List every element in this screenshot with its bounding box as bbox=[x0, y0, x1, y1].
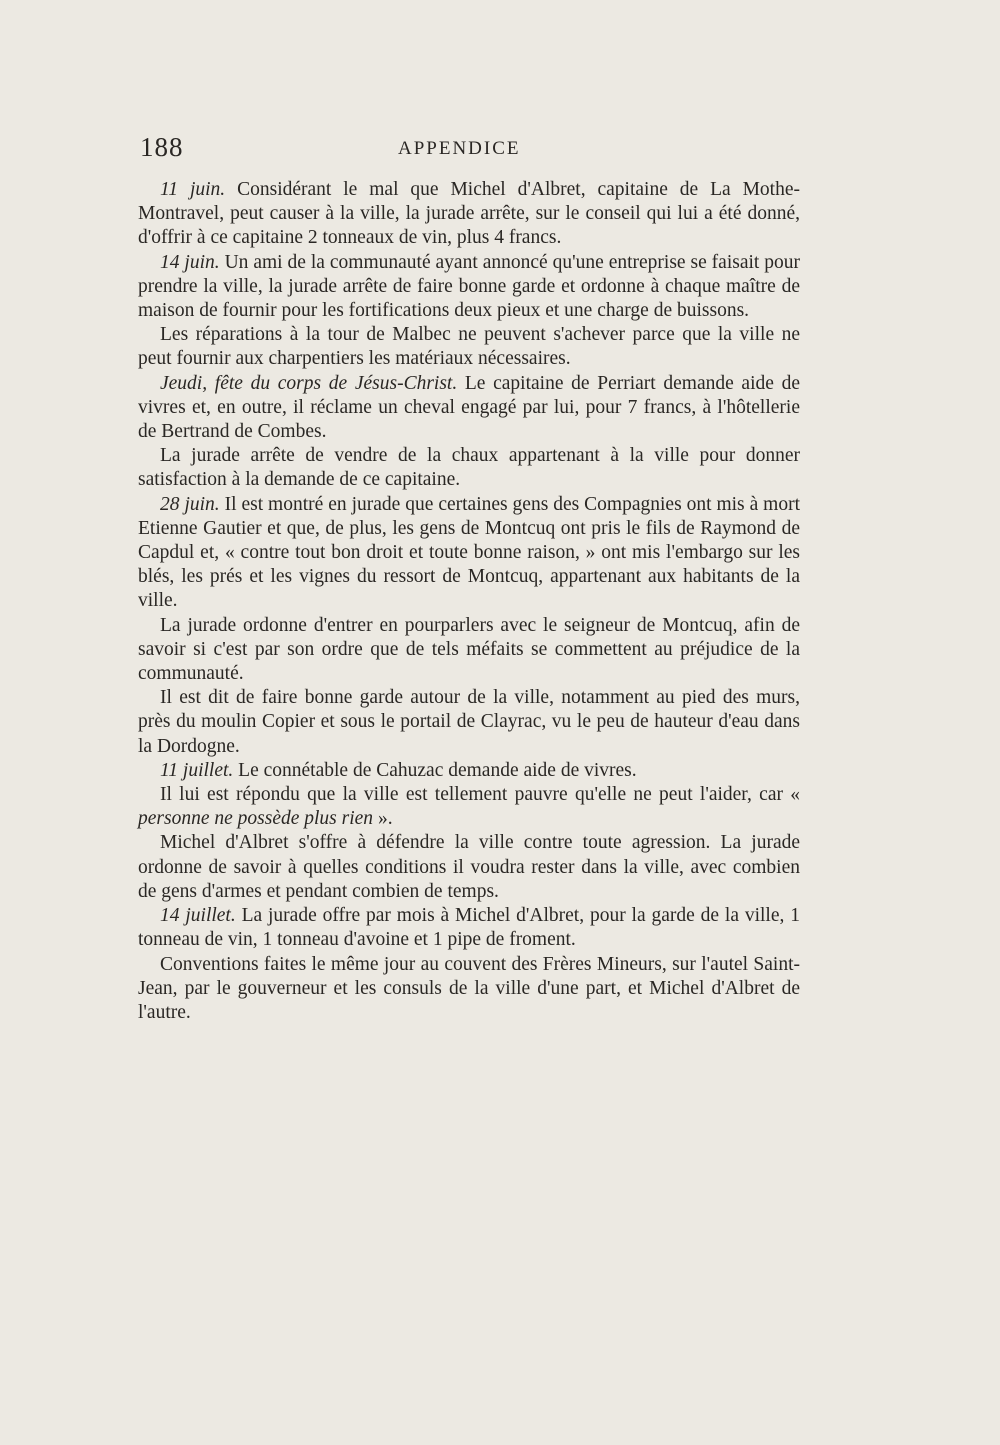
quotation: personne ne possède plus rien bbox=[138, 808, 374, 830]
paragraph: Michel d'Albret s'offre à défendre la ville contre toute agression. La jurade ordonne de savoir à quelles conditions il voudra rester dans la ville, avec combien de gens d'armes et pendant combien de temps. bbox=[138, 832, 800, 902]
entry-date: 14 juin. bbox=[160, 251, 220, 273]
page-header bbox=[140, 132, 800, 172]
entry-date: 14 juillet. bbox=[160, 905, 236, 927]
paragraph: 11 juin. Considérant le mal que Michel d'Albret, capitaine de La Mothe-Montravel, peut causer à la ville, la jurade arrête, sur le conseil qui lui a été donné, d'offrir à ce capitaine 2 tonneaux de vin, plus 4 francs. bbox=[138, 179, 800, 249]
page-number: 188 bbox=[140, 132, 184, 162]
paragraph: 14 juin. Un ami de la communauté ayant annoncé qu'une entreprise se faisait pour prendre la ville, la jurade arrête de faire bonne garde et ordonne à chaque maître de maison de fournir pour les fortifications deux pieux et une charge de buissons. bbox=[138, 251, 801, 322]
entry-date: 28 juin. bbox=[160, 493, 220, 515]
paragraph: Il lui est répondu que la ville est tellement pauvre qu'elle ne peut l'aider, car « personne ne possède plus rien ». bbox=[138, 784, 800, 830]
paragraph: Jeudi, fête du corps de Jésus-Christ. Le capitaine de Perriart demande aide de vivres et, en outre, il réclame un cheval engagé par lui, pour 7 francs, à l'hôtellerie de Bertrand de Combes. bbox=[138, 372, 800, 443]
entry-date: 11 juin. bbox=[160, 179, 226, 200]
paragraph: 14 juillet. La jurade offre par mois à Michel d'Albret, pour la garde de la ville, 1 tonneau de vin, 1 tonneau d'avoine et 1 pipe de froment. bbox=[138, 905, 800, 951]
paragraph: La jurade arrête de vendre de la chaux appartenant à la ville pour donner satisfaction à la demande de ce capitaine. bbox=[138, 445, 800, 491]
entry-date: Jeudi, fête du corps de Jésus-Christ. bbox=[160, 372, 458, 394]
paragraph: La jurade ordonne d'entrer en pourparlers avec le seigneur de Montcuq, afin de savoir si c'est par son ordre que de tels méfaits se commettent au préjudice de la communauté. bbox=[138, 614, 800, 685]
paragraph: Les réparations à la tour de Malbec ne peuvent s'achever parce que la ville ne peut fournir aux charpentiers les matériaux nécessaires. bbox=[138, 324, 800, 370]
paragraph: Il est dit de faire bonne garde autour de la ville, notamment au pied des murs, près du moulin Copier et sous le portail de Clayrac, vu le peu de hauteur d'eau dans la Dordogne. bbox=[138, 687, 800, 757]
entry-date: 11 juillet. bbox=[160, 759, 234, 781]
paragraph: 11 juillet. Le connétable de Cahuzac demande aide de vivres. bbox=[160, 759, 637, 781]
paragraph: Conventions faites le même jour au couvent des Frères Mineurs, sur l'autel Saint-Jean, par le gouverneur et les consuls de la ville d'une part, et Michel d'Albret de l'autre. bbox=[138, 953, 800, 1023]
running-head: APPENDICE bbox=[398, 138, 521, 159]
paragraph: 28 juin. Il est montré en jurade que certaines gens des Compagnies ont mis à mort Etienne Gautier et que, de plus, les gens de Montcuq ont pris le fils de Raymond de Capdul et, « contre tout bon droit et toute bonne raison, » ont mis l'embargo sur les blés, les prés et les vignes du ressort de Montcuq, appartenant aux habitants de la ville. bbox=[138, 493, 800, 612]
body-text bbox=[138, 178, 800, 1025]
